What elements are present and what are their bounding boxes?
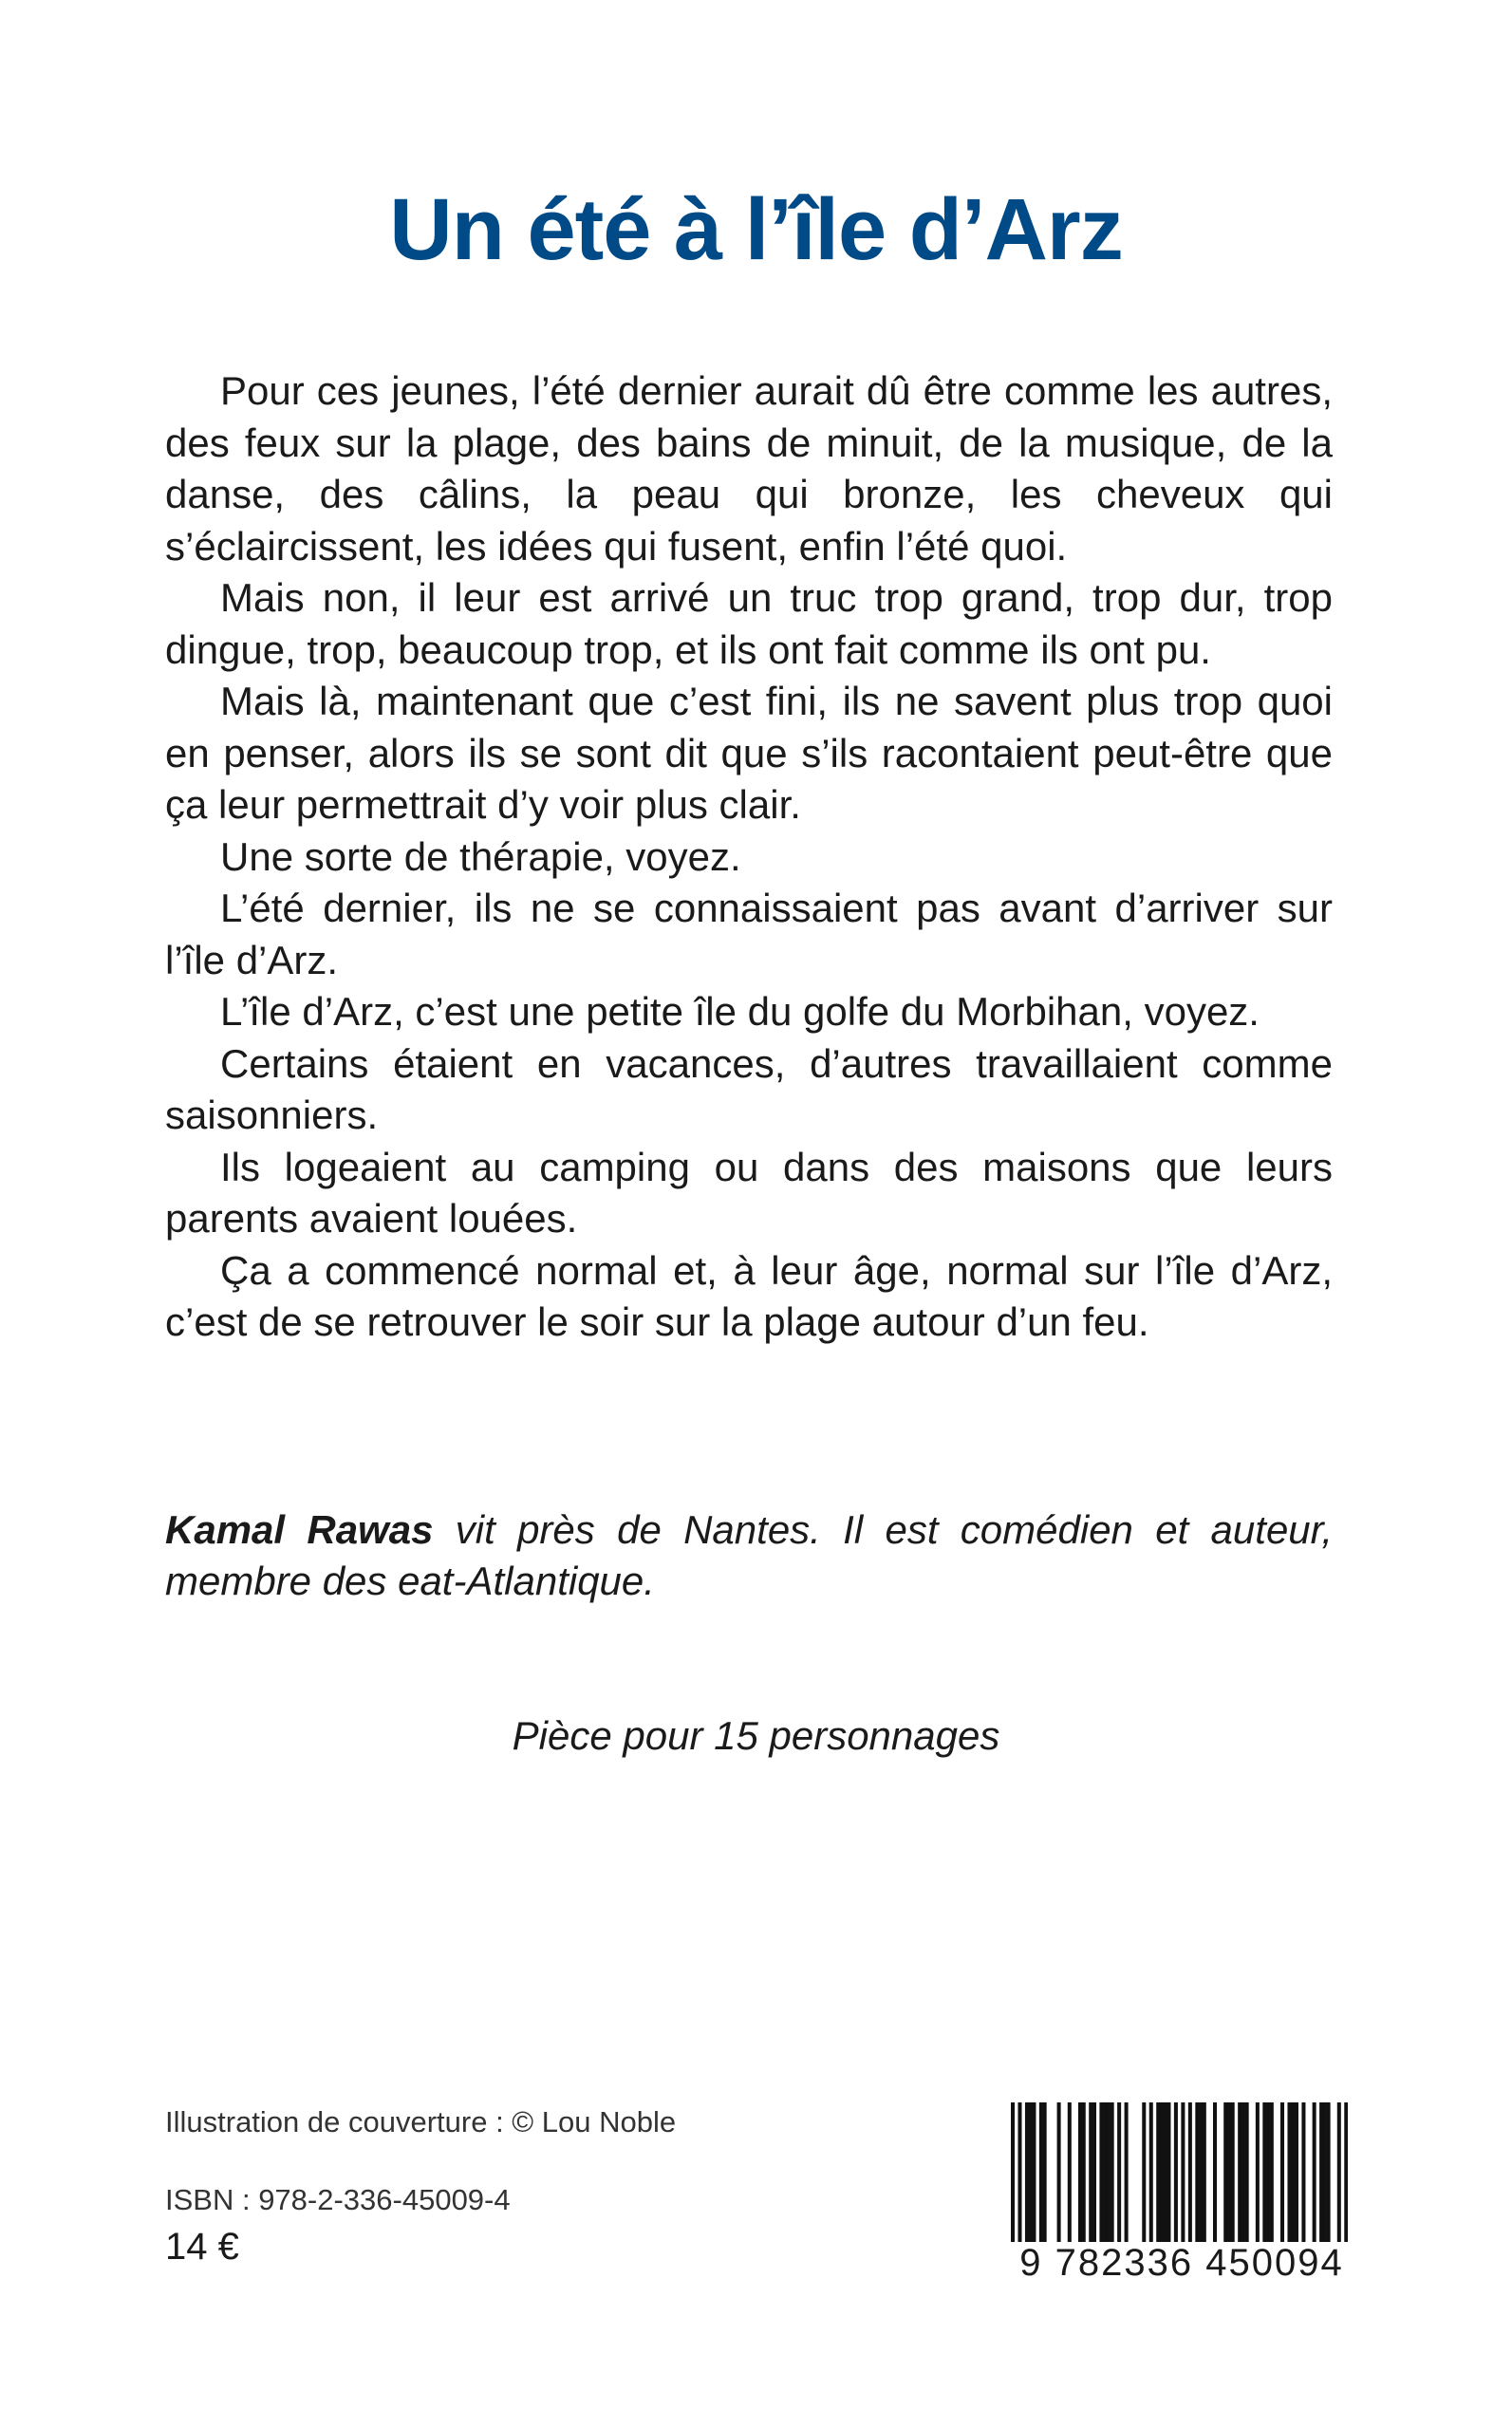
barcode-bar: [1111, 2102, 1114, 2243]
barcode-bar: [1213, 2102, 1217, 2243]
blurb-paragraph: Ça a commencé normal et, à leur âge, normal sur l’île d’Arz, c’est de se retrouver le soir sur la plage autour d’un feu.: [165, 1247, 1333, 1344]
barcode-number: 9 782336 450094: [1002, 2242, 1361, 2284]
barcode-bar: [1327, 2102, 1331, 2243]
barcode-bar: [1029, 2102, 1033, 2243]
barcode-bar: [1245, 2102, 1249, 2243]
barcode-bar: [1262, 2102, 1266, 2243]
barcode-bar: [1227, 2102, 1231, 2243]
barcode-bar: [1078, 2102, 1082, 2243]
blurb: [165, 365, 1333, 1349]
barcode-bar: [1313, 2102, 1316, 2243]
barcode-bar: [1043, 2102, 1047, 2243]
blurb-paragraph: L’île d’Arz, c’est une petite île du golfe du Morbihan, voyez.: [220, 989, 1260, 1034]
barcode-bar: [1238, 2102, 1241, 2243]
blurb-paragraph: Mais là, maintenant que c’est fini, ils ne savent plus trop quoi en penser, alors ils se sont dit que s’ils racontaient peut-être que ça leur permettrait d’y voir plus clair.: [165, 679, 1333, 827]
barcode-bar: [1149, 2102, 1153, 2243]
barcode-bar: [1319, 2102, 1323, 2243]
price: 14 €: [165, 2226, 239, 2268]
barcode-bar: [1156, 2102, 1160, 2243]
barcode-bar: [1117, 2102, 1121, 2243]
barcode-bar: [1068, 2102, 1072, 2243]
barcode-bar: [1287, 2102, 1291, 2243]
barcode-bar: [1032, 2102, 1036, 2243]
barcode-bar: [1295, 2102, 1298, 2243]
author-bio-text: vit près de Nantes. Il est comédien et auteur, membre des eat-Atlantique.: [165, 1507, 1333, 1603]
barcode-bar: [1291, 2102, 1295, 2243]
isbn: ISBN : 978-2-336-45009-4: [165, 2183, 511, 2216]
barcode-bar: [1270, 2102, 1274, 2243]
barcode-bar: [1167, 2102, 1170, 2243]
barcode-bar: [1160, 2102, 1164, 2243]
genre-subtitle: Pièce pour 15 personnages: [512, 1713, 1000, 1758]
barcode-bar: [1231, 2102, 1235, 2243]
barcode-bar: [1039, 2102, 1043, 2243]
barcode-bar: [1203, 2102, 1206, 2243]
barcode-bar: [1241, 2102, 1245, 2243]
barcode-bar: [1025, 2102, 1029, 2243]
barcode-bar: [1188, 2102, 1192, 2243]
author-bio: [165, 1504, 1333, 1607]
blurb-paragraph: Mais non, il leur est arrivé un truc trop grand, trop dur, trop dingue, trop, beaucoup trop, et ils ont fait comme ils ont pu.: [165, 575, 1333, 672]
barcode-bar: [1301, 2102, 1305, 2243]
blurb-paragraph: L’été dernier, ils ne se connaissaient pas avant d’arriver sur l’île d’Arz.: [165, 886, 1333, 982]
barcode-bar: [1092, 2102, 1096, 2243]
barcode-bar: [1223, 2102, 1227, 2243]
book-title: Un été à l’île d’Arz: [389, 181, 1123, 278]
barcode-bar: [1107, 2102, 1111, 2243]
blurb-paragraph: Pour ces jeunes, l’été dernier aurait dû être comme les autres, des feux sur la plage, des bains de minuit, de la musique, de la danse, des câlins, la peau qui bronze, les cheveux qui s’éclaircissent, les idées qui fusent, enfin l’été quoi.: [165, 368, 1333, 569]
barcode-bar: [1199, 2102, 1203, 2243]
barcode-bar: [1142, 2102, 1146, 2243]
blurb-paragraph: Ils logeaient au camping ou dans des maisons que leurs parents avaient louées.: [165, 1144, 1333, 1241]
barcode-bar: [1125, 2102, 1129, 2243]
barcode-bar: [1089, 2102, 1092, 2243]
barcode-bar: [1082, 2102, 1086, 2243]
illustration-credit: Illustration de couverture : © Lou Noble: [165, 2105, 677, 2138]
barcode-bar: [1164, 2102, 1167, 2243]
barcode-bar: [1099, 2102, 1103, 2243]
barcode-bar: [1280, 2102, 1284, 2243]
barcode-bar: [1266, 2102, 1270, 2243]
author-name: Kamal Rawas: [165, 1507, 434, 1552]
barcode-bar: [1195, 2102, 1199, 2243]
barcode-bar: [1103, 2102, 1107, 2243]
barcode-bar: [1057, 2102, 1061, 2243]
barcode-bar: [1256, 2102, 1260, 2243]
blurb-paragraph: Une sorte de thérapie, voyez.: [220, 833, 741, 879]
blurb-paragraph: Certains étaient en vacances, d’autres travaillaient comme saisonniers.: [165, 1040, 1333, 1137]
barcode-bar: [1323, 2102, 1327, 2243]
